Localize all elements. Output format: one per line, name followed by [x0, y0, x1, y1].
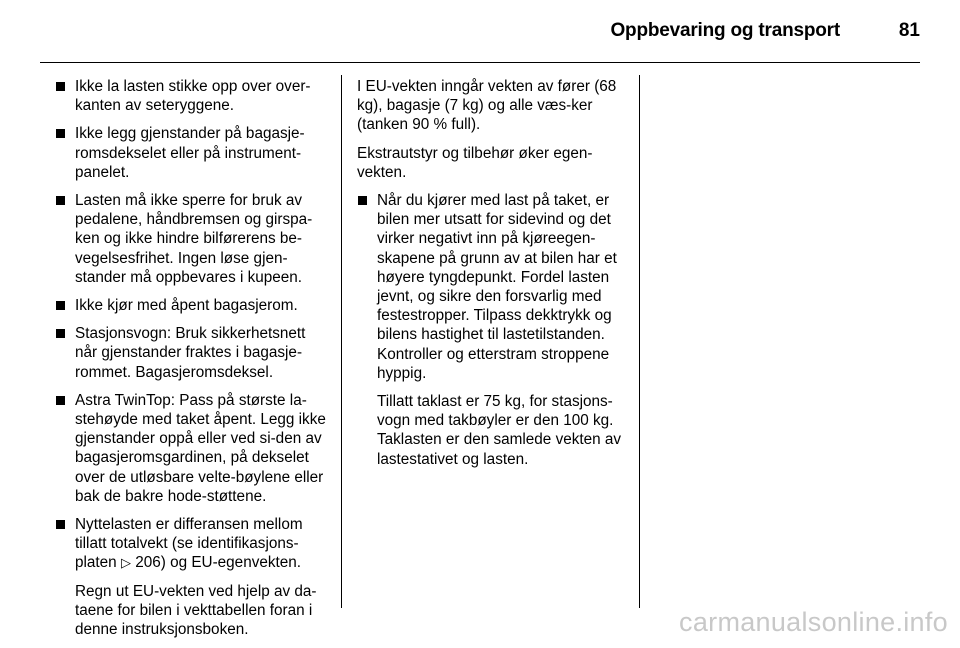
eu-weight-paragraph: I EU-vekten inngår vekten av fører (68 kg), bagasje (7 kg) og alle væs-ker (tanken 90 % full).	[357, 78, 617, 134]
bullet-square-icon	[56, 520, 65, 529]
bullet-text: Ikke kjør med åpent bagasjerom.	[75, 297, 298, 315]
list-item-roof	[357, 191, 629, 383]
list-item	[55, 296, 331, 315]
list-item	[55, 191, 331, 287]
bullet-square-icon	[56, 196, 65, 205]
column-divider-right	[639, 75, 640, 608]
bullet-square-icon	[56, 329, 65, 338]
accessories-paragraph: Ekstrautstyr og tilbehør øker egen-vekten.	[357, 144, 593, 181]
page-header	[40, 14, 920, 44]
bullet-square-icon	[56, 301, 65, 310]
list-item	[55, 124, 331, 182]
calc-paragraph: Regn ut EU-vekten ved hjelp av da-taene for bilen i vekttabellen foran i denne instruksjonsboken.	[75, 582, 317, 639]
bullet-text: Lasten må ikke sperre for bruk av pedalene, håndbremsen og girspa-ken og ikke hindre bilførerens be-vegelsesfrihet. Ingen løse gjen-stander må oppbevares i kupeen.	[75, 192, 313, 286]
page-title: Oppbevaring og transport	[610, 20, 840, 41]
watermark: carmanualsonline.info	[679, 607, 948, 637]
bullet-square-icon	[358, 196, 367, 205]
bullet-text: Ikke la lasten stikke opp over over-kanten av seteryggene.	[75, 78, 311, 115]
bullet-text-end: ) og EU-egenvekten.	[160, 554, 302, 572]
list-item	[55, 324, 331, 382]
header-rule	[40, 62, 920, 63]
bullet-text: Nyttelasten er differansen mellom tillatt totalvekt (se identifikasjons-platen	[75, 516, 303, 572]
page-number: 81	[898, 20, 920, 41]
roof-load-paragraph: Tillatt taklast er 75 kg, for stasjons-vogn med takbøyler er den 100 kg. Taklasten er den samlede vekten av lastestativet og lasten.	[377, 393, 622, 468]
list-item	[55, 391, 331, 506]
bullet-text: Når du kjører med last på taket, er bilen mer utsatt for sidevind og det virker negativt inn på kjøreegen-skapene på grunn av at bilen har et høyere tyngdepunkt. Fordel lasten jevnt, og sikre den forsvarlig med festestropper. Tilpass dekktrykk og bilens hastighet til lastetilstanden. Kontroller og etterstram stroppene hyppig.	[377, 192, 617, 382]
bullet-square-icon	[56, 82, 65, 91]
page-reference-link[interactable]: 206	[135, 554, 161, 572]
bullet-square-icon	[56, 129, 65, 138]
list-item	[55, 77, 331, 115]
bullet-text: Ikke legg gjenstander på bagasje-romsdekselet eller på instrument-panelet.	[75, 125, 305, 181]
arrow-reference-icon[interactable]: ▷	[120, 555, 131, 571]
left-column	[55, 77, 331, 648]
column-divider-left	[341, 75, 342, 608]
middle-column	[357, 77, 629, 478]
bullet-square-icon	[56, 396, 65, 405]
bullet-text: Stasjonsvogn: Bruk sikkerhetsnett når gjenstander fraktes i bagasje-rommet. Bagasjeromsdeksel.	[75, 325, 306, 381]
bullet-text: Astra TwinTop: Pass på største la-stehøyde med taket åpent. Legg ikke gjenstander oppå eller ved si-den av bagasjeromsgardinen, på dekselet over de utløsbare velte-bøylene eller bak de bakre hode-støttene.	[75, 391, 326, 505]
list-item-payload	[55, 515, 331, 573]
